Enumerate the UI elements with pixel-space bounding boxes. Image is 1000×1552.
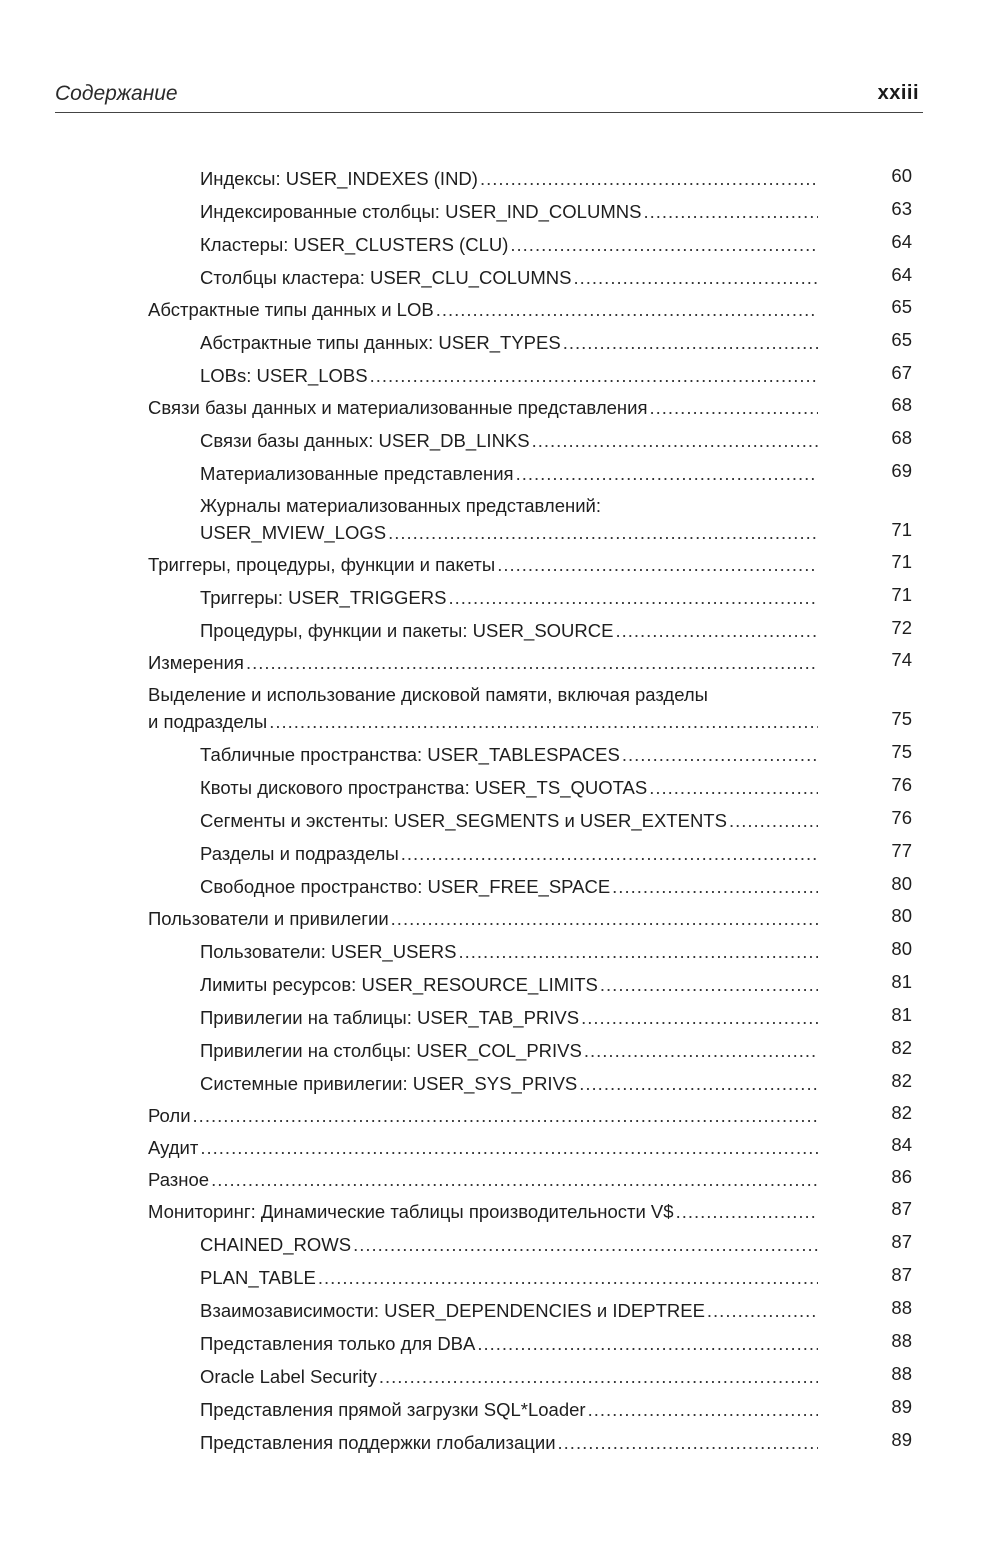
toc-entry-label: Измерения — [148, 652, 244, 673]
toc-entry[interactable] — [200, 1397, 818, 1423]
toc-entry-label-line1: Выделение и использование дисковой памяти, включая разделы — [148, 684, 708, 705]
toc-entry[interactable] — [200, 1430, 818, 1456]
toc-entry[interactable] — [200, 428, 818, 454]
toc-page-number: 76 — [891, 807, 912, 828]
toc-page-number: 82 — [891, 1070, 912, 1091]
toc-entry[interactable] — [200, 618, 818, 644]
toc-page-number: 63 — [891, 198, 912, 219]
toc-entry-label: Представления поддержки глобализации — [200, 1432, 556, 1453]
toc-page-number: 74 — [891, 649, 912, 670]
toc-entry-label: Пользователи: USER_USERS — [200, 941, 457, 962]
toc-entry-label: Триггеры, процедуры, функции и пакеты — [148, 554, 496, 575]
toc-entry[interactable] — [148, 1135, 818, 1161]
toc-page-number: 65 — [891, 329, 912, 350]
toc-page-number: 81 — [891, 971, 912, 992]
toc-entry-label: Аудит — [148, 1137, 199, 1158]
toc-entry[interactable] — [200, 1364, 818, 1390]
toc-entry[interactable] — [148, 709, 818, 735]
toc-entry-label: CHAINED_ROWS — [200, 1234, 352, 1255]
toc-entry[interactable] — [200, 585, 818, 611]
toc-entry[interactable] — [148, 552, 818, 578]
toc-entry[interactable] — [148, 1167, 818, 1193]
toc-entry-label: Пользователи и привилегии — [148, 908, 389, 929]
toc-page-number: 68 — [891, 394, 912, 415]
toc-entry[interactable] — [200, 1232, 818, 1258]
toc-page-number: 68 — [891, 427, 912, 448]
toc-page-number: 86 — [891, 1166, 912, 1187]
toc-page-number: 89 — [891, 1396, 912, 1417]
toc-page-number: 76 — [891, 774, 912, 795]
toc-entry-label: Представления прямой загрузки SQL*Loader — [200, 1399, 586, 1420]
toc-entry[interactable] — [200, 1071, 818, 1097]
toc-page-number: 69 — [891, 460, 912, 481]
toc-page-number: 84 — [891, 1134, 912, 1155]
toc-entry[interactable] — [200, 520, 818, 546]
toc-entry[interactable] — [200, 841, 818, 867]
toc-entry[interactable] — [200, 461, 818, 487]
toc-page-number: 60 — [891, 165, 912, 186]
toc-page-number: 77 — [891, 840, 912, 861]
toc-entry-label: USER_MVIEW_LOGS — [200, 522, 387, 543]
toc-entry[interactable] — [148, 297, 818, 323]
toc-page-number: 75 — [891, 741, 912, 762]
toc-entry-label: Представления только для DBA — [200, 1333, 476, 1354]
toc-page-number: 71 — [891, 584, 912, 605]
toc-entry[interactable] — [200, 775, 818, 801]
toc-page-number: 80 — [891, 873, 912, 894]
toc-page-number: 82 — [891, 1037, 912, 1058]
toc-entry[interactable] — [200, 199, 818, 225]
toc-entry-label: Роли — [148, 1105, 191, 1126]
toc-entry-label: LOBs: USER_LOBS — [200, 365, 368, 386]
toc-page-number: 64 — [891, 264, 912, 285]
toc-entry-label: и подразделы — [148, 711, 268, 732]
toc-entry[interactable] — [200, 330, 818, 356]
toc-entry[interactable] — [148, 1103, 818, 1129]
toc-entry-label: Столбцы кластера: USER_CLU_COLUMNS — [200, 267, 572, 288]
toc-entry[interactable] — [148, 395, 818, 421]
toc-entry-label: Триггеры: USER_TRIGGERS — [200, 587, 447, 608]
toc-page-number: 71 — [891, 551, 912, 572]
toc-entry-label: Кластеры: USER_CLUSTERS (CLU) — [200, 234, 509, 255]
toc-entry-label: Связи базы данных: USER_DB_LINKS — [200, 430, 530, 451]
toc-page-number: 80 — [891, 905, 912, 926]
toc-page-number: 87 — [891, 1198, 912, 1219]
toc-page-number: 88 — [891, 1297, 912, 1318]
toc-page-number: 64 — [891, 231, 912, 252]
toc-entry-label: Свободное пространство: USER_FREE_SPACE — [200, 876, 611, 897]
toc-page-number: 81 — [891, 1004, 912, 1025]
toc-entry[interactable] — [200, 166, 818, 192]
toc-page-number: 72 — [891, 617, 912, 638]
toc-entry-label: Табличные пространства: USER_TABLESPACES — [200, 744, 620, 765]
toc-entry-label: Разное — [148, 1169, 210, 1190]
toc-page-number: 87 — [891, 1231, 912, 1252]
toc-page-number: 65 — [891, 296, 912, 317]
toc-entry[interactable] — [200, 808, 818, 834]
toc-entry-label: Материализованные представления — [200, 463, 514, 484]
toc-entry-label: PLAN_TABLE — [200, 1267, 316, 1288]
toc-entry[interactable] — [200, 742, 818, 768]
toc-page-number: 75 — [891, 708, 912, 729]
toc-page-number: 67 — [891, 362, 912, 383]
toc-page-number: 82 — [891, 1102, 912, 1123]
toc-entry[interactable] — [200, 1331, 818, 1357]
toc-entry-label: Привилегии на столбцы: USER_COL_PRIVS — [200, 1040, 582, 1061]
toc-entry-label: Квоты дискового пространства: USER_TS_QUOTAS — [200, 777, 648, 798]
toc-entry-label: Индексы: USER_INDEXES (IND) — [200, 168, 478, 189]
toc-page-number: 71 — [891, 519, 912, 540]
toc-page-number: 87 — [891, 1264, 912, 1285]
toc-entry-label: Лимиты ресурсов: USER_RESOURCE_LIMITS — [200, 974, 598, 995]
toc-page-number: 88 — [891, 1363, 912, 1384]
toc-entry-label: Сегменты и экстенты: USER_SEGMENTS и USER_EXTENTS — [200, 810, 727, 831]
toc-entry[interactable] — [148, 906, 818, 932]
toc-entry-label: Разделы и подразделы — [200, 843, 399, 864]
toc-entry[interactable] — [200, 1298, 818, 1324]
toc-entry[interactable] — [200, 232, 818, 258]
toc-entry-label: Привилегии на таблицы: USER_TAB_PRIVS — [200, 1007, 580, 1028]
toc-entry[interactable] — [200, 874, 818, 900]
toc-entry[interactable] — [200, 939, 818, 965]
toc-entry-label-line1: Журналы материализованных представлений: — [200, 495, 602, 516]
toc-entry[interactable] — [200, 1038, 818, 1064]
toc-page-number: 80 — [891, 938, 912, 959]
running-header-title: Содержание — [55, 82, 178, 105]
toc-entry[interactable] — [200, 265, 818, 291]
toc-entry-label: Системные привилегии: USER_SYS_PRIVS — [200, 1073, 578, 1094]
toc-entry-label: Процедуры, функции и пакеты: USER_SOURCE — [200, 620, 614, 641]
toc-page-number: 89 — [891, 1429, 912, 1450]
toc-entry[interactable] — [200, 1265, 818, 1291]
toc-entry[interactable] — [200, 363, 818, 389]
toc-entry-label: Связи базы данных и материализованные представления — [148, 397, 648, 418]
toc-entry-label: Мониторинг: Динамические таблицы производительности V$ — [148, 1201, 674, 1222]
running-header-page-number: xxiii — [877, 82, 919, 104]
toc-entry-label: Абстрактные типы данных и LOB — [148, 299, 434, 320]
toc-page-number: 88 — [891, 1330, 912, 1351]
toc-entry[interactable] — [148, 1199, 818, 1225]
toc-entry[interactable] — [200, 1005, 818, 1031]
toc-entry[interactable] — [200, 972, 818, 998]
toc-entry-label: Взаимозависимости: USER_DEPENDENCIES и IDEPTREE — [200, 1300, 705, 1321]
toc-entry[interactable] — [148, 650, 818, 676]
toc-entry-label: Индексированные столбцы: USER_IND_COLUMNS — [200, 201, 642, 222]
toc-entry-label: Oracle Label Security — [200, 1366, 377, 1387]
toc-entry-label: Абстрактные типы данных: USER_TYPES — [200, 332, 561, 353]
